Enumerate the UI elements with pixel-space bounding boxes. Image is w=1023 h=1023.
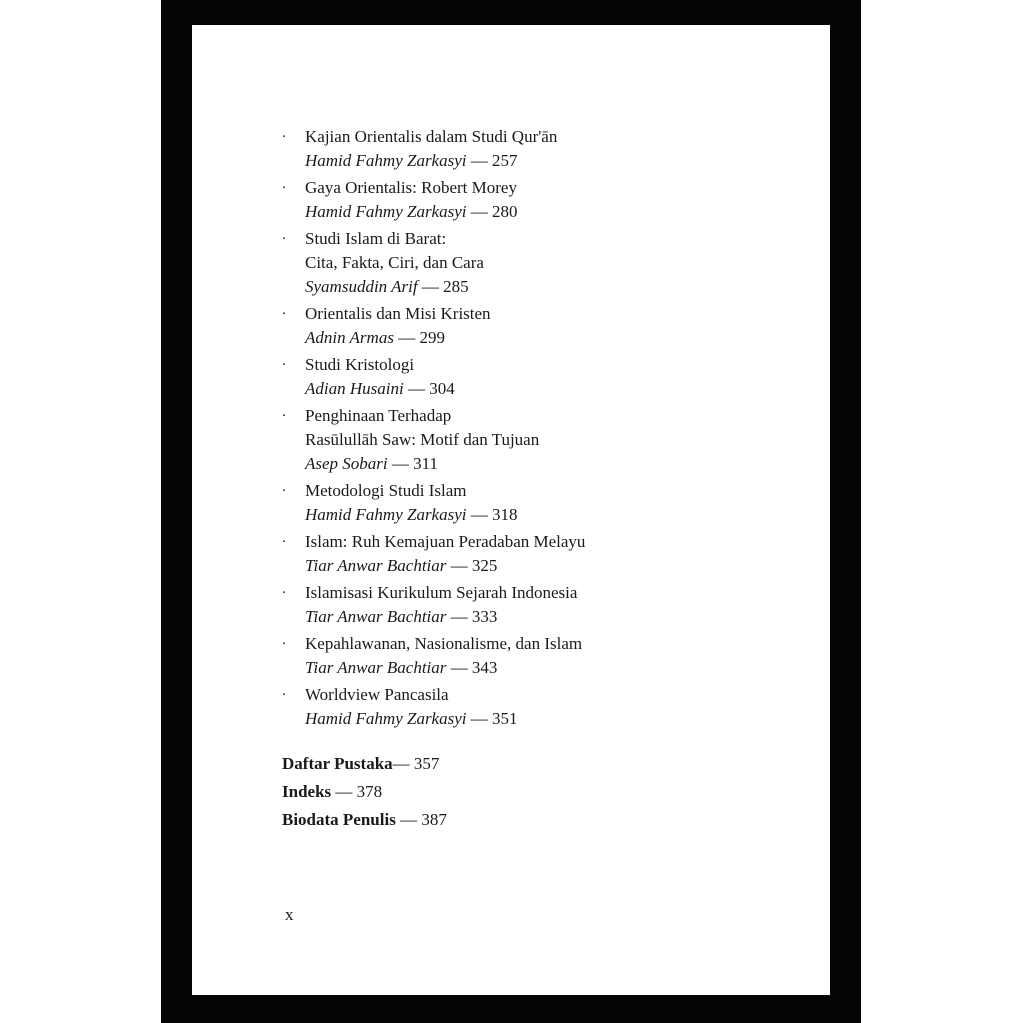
entry-title-line: Studi Kristologi [305,355,415,374]
entry-author: Adian Husaini [305,379,404,398]
entry-separator: — [466,505,492,524]
entry-separator: — [446,556,472,575]
entry-title-line: Metodologi Studi Islam [305,481,467,500]
entry-separator: — [466,202,492,221]
entry-page-number: 351 [491,709,518,728]
entry-author: Hamid Fahmy Zarkasyi [305,709,467,728]
bullet-dot: · [281,357,287,373]
bullet-dot: · [281,585,287,601]
entry-author-line [305,656,497,680]
entry-separator: — [446,607,472,626]
entry-author: Tiar Anwar Bachtiar [305,556,447,575]
entry-author-line [305,275,469,299]
bullet-dot: · [281,687,287,703]
entry-author: Tiar Anwar Bachtiar [305,607,447,626]
entry-author: Asep Sobari [305,454,388,473]
bullet-dot: · [281,129,287,145]
back-matter-label: Daftar Pustaka [282,754,393,773]
entry-page-number: 257 [491,151,518,170]
entry-page-number: 299 [419,328,445,347]
entry-title-line: Orientalis dan Misi Kristen [305,304,491,323]
back-matter-separator: — [395,810,422,829]
back-matter-item [282,779,382,805]
bullet-dot: · [281,534,287,550]
page-folio: x [285,905,294,924]
entry-separator: — [403,379,430,398]
entry-author-line [305,554,497,578]
entry-page-number: 325 [471,556,498,575]
entry-separator: — [387,454,414,473]
entry-author-line [305,707,517,731]
back-matter-separator: — [331,782,357,801]
entry-page-number: 318 [491,505,518,524]
bullet-dot: · [281,180,287,196]
entry-author-line [305,605,497,629]
entry-separator: — [393,328,420,347]
back-matter-separator: — [392,754,414,773]
entry-title-line: Gaya Orientalis: Robert Morey [305,178,517,197]
back-matter-page-number: 357 [413,754,440,773]
entry-page-number: 304 [429,379,455,398]
entry-title-line: Penghinaan Terhadap [305,406,452,425]
bullet-dot: · [281,636,287,652]
entry-title-line: Islamisasi Kurikulum Sejarah Indonesia [305,583,578,602]
back-matter-label: Indeks [282,782,332,801]
entry-title-line: Studi Islam di Barat: [305,229,447,248]
entry-author: Tiar Anwar Bachtiar [305,658,447,677]
entry-separator: — [446,658,472,677]
bullet-dot: · [281,483,287,499]
entry-title-line: Islam: Ruh Kemajuan Peradaban Melayu [305,532,586,551]
back-matter-page-number: 387 [421,810,447,829]
back-matter-page-number: 378 [356,782,383,801]
entry-author-line [305,200,517,224]
entry-author: Hamid Fahmy Zarkasyi [305,505,467,524]
bullet-dot: · [281,231,287,247]
entry-author: Adnin Armas [305,328,394,347]
entry-title-line: Rasūlullāh Saw: Motif dan Tujuan [305,430,540,449]
entry-author-line [305,326,445,350]
back-matter-item [282,751,439,777]
book-page [192,25,830,995]
table-of-contents [192,25,830,995]
entry-author: Hamid Fahmy Zarkasyi [305,202,467,221]
back-matter-item [282,807,447,833]
entry-title-line: Kepahlawanan, Nasionalisme, dan Islam [305,634,583,653]
entry-title-line: Kajian Orientalis dalam Studi Qur'ān [305,127,558,146]
entry-author-line [305,452,438,476]
entry-separator: — [417,277,444,296]
entry-separator: — [466,151,492,170]
entry-author-line [305,503,517,527]
entry-author-line [305,149,517,173]
entry-author-line [305,377,455,401]
entry-page-number: 343 [471,658,498,677]
entry-title-line: Cita, Fakta, Ciri, dan Cara [305,253,484,272]
entry-page-number: 285 [443,277,469,296]
entry-page-number: 280 [491,202,518,221]
entry-title-line: Worldview Pancasila [305,685,449,704]
entry-page-number: 311 [413,454,439,473]
bullet-dot: · [281,408,287,424]
entry-author: Syamsuddin Arif [305,277,418,296]
entry-author: Hamid Fahmy Zarkasyi [305,151,467,170]
bullet-dot: · [281,306,287,322]
entry-separator: — [466,709,492,728]
back-matter-label: Biodata Penulis [282,810,396,829]
entry-page-number: 333 [471,607,498,626]
